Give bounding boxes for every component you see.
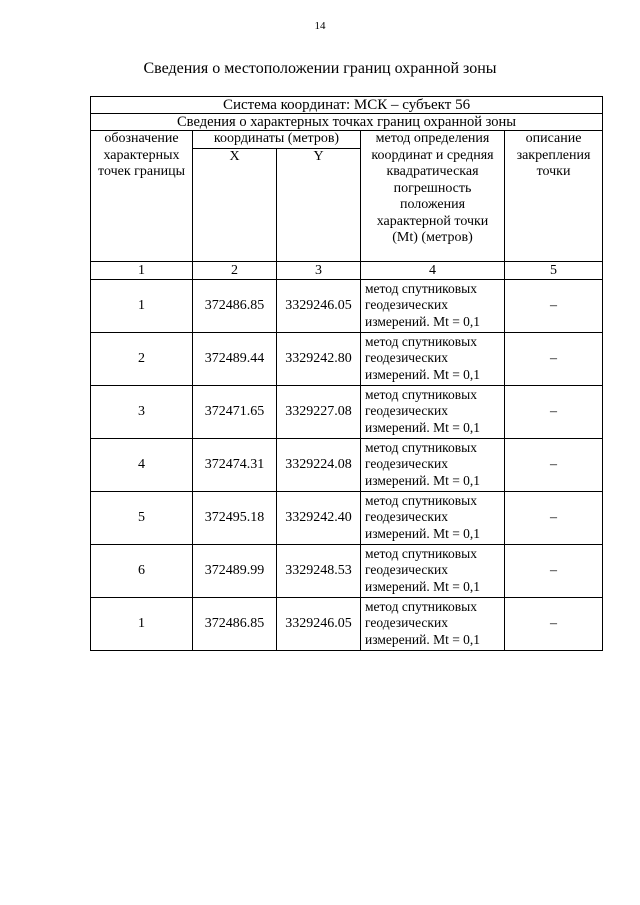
cell-y: 3329224.08: [277, 438, 361, 491]
cell-point: 5: [91, 491, 193, 544]
cell-method: метод спутниковых геодезических измерений. Mt = 0,1: [361, 279, 505, 332]
cell-y: 3329248.53: [277, 544, 361, 597]
header-point-designation: обозначение характерных точек границы: [91, 131, 193, 262]
cell-description: –: [505, 279, 603, 332]
cell-method: метод спутниковых геодезических измерений. Mt = 0,1: [361, 597, 505, 650]
cell-description: –: [505, 597, 603, 650]
column-number: 1: [91, 261, 193, 279]
cell-y: 3329246.05: [277, 597, 361, 650]
header-x: X: [193, 148, 277, 261]
cell-description: –: [505, 332, 603, 385]
cell-description: –: [505, 544, 603, 597]
cell-x: 372471.65: [193, 385, 277, 438]
cell-description: –: [505, 491, 603, 544]
cell-point: 1: [91, 279, 193, 332]
header-method: метод определения координат и средняя квадратическая погрешность положения характерной точки (Mt) (метров): [361, 131, 505, 262]
column-numbers-row: [91, 261, 603, 279]
cell-y: 3329242.40: [277, 491, 361, 544]
cell-x: 372486.85: [193, 279, 277, 332]
cell-x: 372474.31: [193, 438, 277, 491]
cell-method: метод спутниковых геодезических измерений. Mt = 0,1: [361, 544, 505, 597]
cell-method: метод спутниковых геодезических измерений. Mt = 0,1: [361, 491, 505, 544]
table-row: [91, 385, 603, 438]
cell-description: –: [505, 385, 603, 438]
document-title: Сведения о местоположении границ охранной зоны: [143, 60, 497, 77]
cell-y: 3329242.80: [277, 332, 361, 385]
table-row: [91, 279, 603, 332]
boundary-points-table: [90, 96, 603, 651]
table-row: [91, 597, 603, 650]
column-number: 3: [277, 261, 361, 279]
header-description: описание закрепления точки: [505, 131, 603, 262]
page-number: 14: [314, 20, 326, 32]
table-row: [91, 438, 603, 491]
table-row: [91, 332, 603, 385]
cell-y: 3329246.05: [277, 279, 361, 332]
cell-method: метод спутниковых геодезических измерений. Mt = 0,1: [361, 438, 505, 491]
table-row: [91, 544, 603, 597]
column-number: 2: [193, 261, 277, 279]
table-subtitle: Сведения о характерных точках границ охранной зоны: [91, 114, 603, 131]
cell-y: 3329227.08: [277, 385, 361, 438]
header-coordinates: координаты (метров): [193, 131, 361, 149]
cell-x: 372495.18: [193, 491, 277, 544]
cell-x: 372489.99: [193, 544, 277, 597]
table-row: [91, 491, 603, 544]
header-y: Y: [277, 148, 361, 261]
cell-point: 2: [91, 332, 193, 385]
cell-point: 6: [91, 544, 193, 597]
cell-point: 1: [91, 597, 193, 650]
cell-point: 4: [91, 438, 193, 491]
cell-method: метод спутниковых геодезических измерений. Mt = 0,1: [361, 385, 505, 438]
cell-point: 3: [91, 385, 193, 438]
cell-x: 372489.44: [193, 332, 277, 385]
cell-method: метод спутниковых геодезических измерений. Mt = 0,1: [361, 332, 505, 385]
cell-description: –: [505, 438, 603, 491]
column-number: 5: [505, 261, 603, 279]
coordinate-system-header: Система координат: МСК – субъект 56: [91, 97, 603, 114]
cell-x: 372486.85: [193, 597, 277, 650]
column-number: 4: [361, 261, 505, 279]
